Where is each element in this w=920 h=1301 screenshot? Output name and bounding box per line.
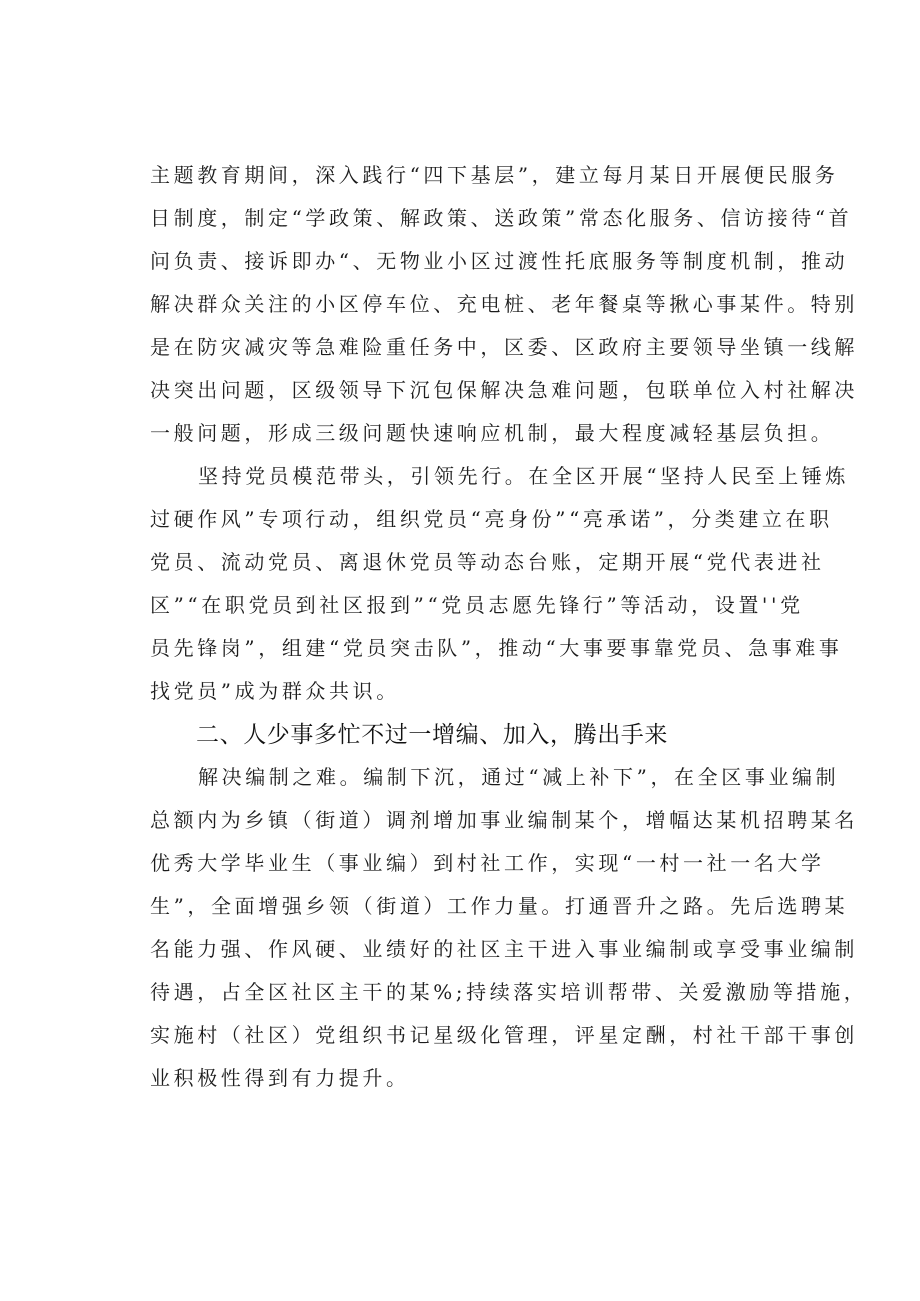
- paragraph-2-line-3: 党员、流动党员、离退休党员等动态台账，定期开展“党代表进社: [150, 550, 825, 574]
- paragraph-2-line-5: 员先锋岗”，组建“党员突击队”，推动“大事要事靠党员、急事难事: [150, 636, 843, 660]
- paragraph-1-line-5: 是在防灾减灾等急难险重任务中，区委、区政府主要领导坐镇一线解: [150, 335, 858, 359]
- paragraph-3-line-7: 实施村（社区）党组织书记星级化管理，评星定酬，村社干部干事创: [150, 1023, 858, 1047]
- paragraph-1-line-6: 决突出问题，区级领导下沉包保解决急难问题，包联单位入村社解决: [150, 378, 858, 402]
- paragraph-1-line-3: 问负责、接诉即办“、无物业小区过渡性托底服务等制度机制，推动: [150, 249, 849, 273]
- paragraph-3-line-8: 业积极性得到有力提升。: [150, 1066, 410, 1090]
- paragraph-3-line-4: 生”，全面增强乡领（街道）工作力量。打通晋升之路。先后选聘某: [150, 894, 849, 918]
- paragraph-2-line-6: 找党员”成为群众共识。: [150, 679, 400, 703]
- paragraph-1-line-4: 解决群众关注的小区停车位、充电桩、老年餐桌等揪心事某件。特别: [150, 292, 858, 316]
- paragraph-1-line-2: 日制度，制定“学政策、解政策、送政策”常态化服务、信访接待“首: [150, 206, 853, 230]
- paragraph-1-line-1: 主题教育期间，深入践行“四下基层”，建立每月某日开展便民服务: [150, 163, 839, 187]
- paragraph-1-line-7: 一般问题，形成三级问题快速响应机制，最大程度减轻基层负担。: [150, 421, 835, 445]
- section-heading: 二、人少事多忙不过一增编、加入，腾出手来: [196, 722, 668, 748]
- paragraph-3-line-1: 解决编制之难。编制下沉，通过“减上补下”，在全区事业编制: [198, 765, 840, 789]
- paragraph-2-line-2: 过硬作风”专项行动，组织党员“亮身份”“亮承诺”，分类建立在职: [150, 507, 833, 531]
- paragraph-2-line-4: 区”“在职党员到社区报到”“党员志愿先锋行”等活动，设置''党: [150, 593, 804, 617]
- paragraph-2-line-1: 坚持党员模范带头，引领先行。在全区开展“坚持人民至上锤炼: [198, 464, 850, 488]
- paragraph-3-line-5: 名能力强、作风硬、业绩好的社区主干进入事业编制或享受事业编制: [150, 937, 858, 961]
- paragraph-3-line-3: 优秀大学毕业生（事业编）到村社工作，实现“一村一社一名大学: [150, 851, 825, 875]
- paragraph-3-line-6: 待遇，占全区社区主干的某%;持续落实培训帮带、关爱激励等措施，: [150, 980, 868, 1004]
- paragraph-3-line-2: 总额内为乡镇（街道）调剂增加事业编制某个，增幅达某机招聘某名: [150, 808, 858, 832]
